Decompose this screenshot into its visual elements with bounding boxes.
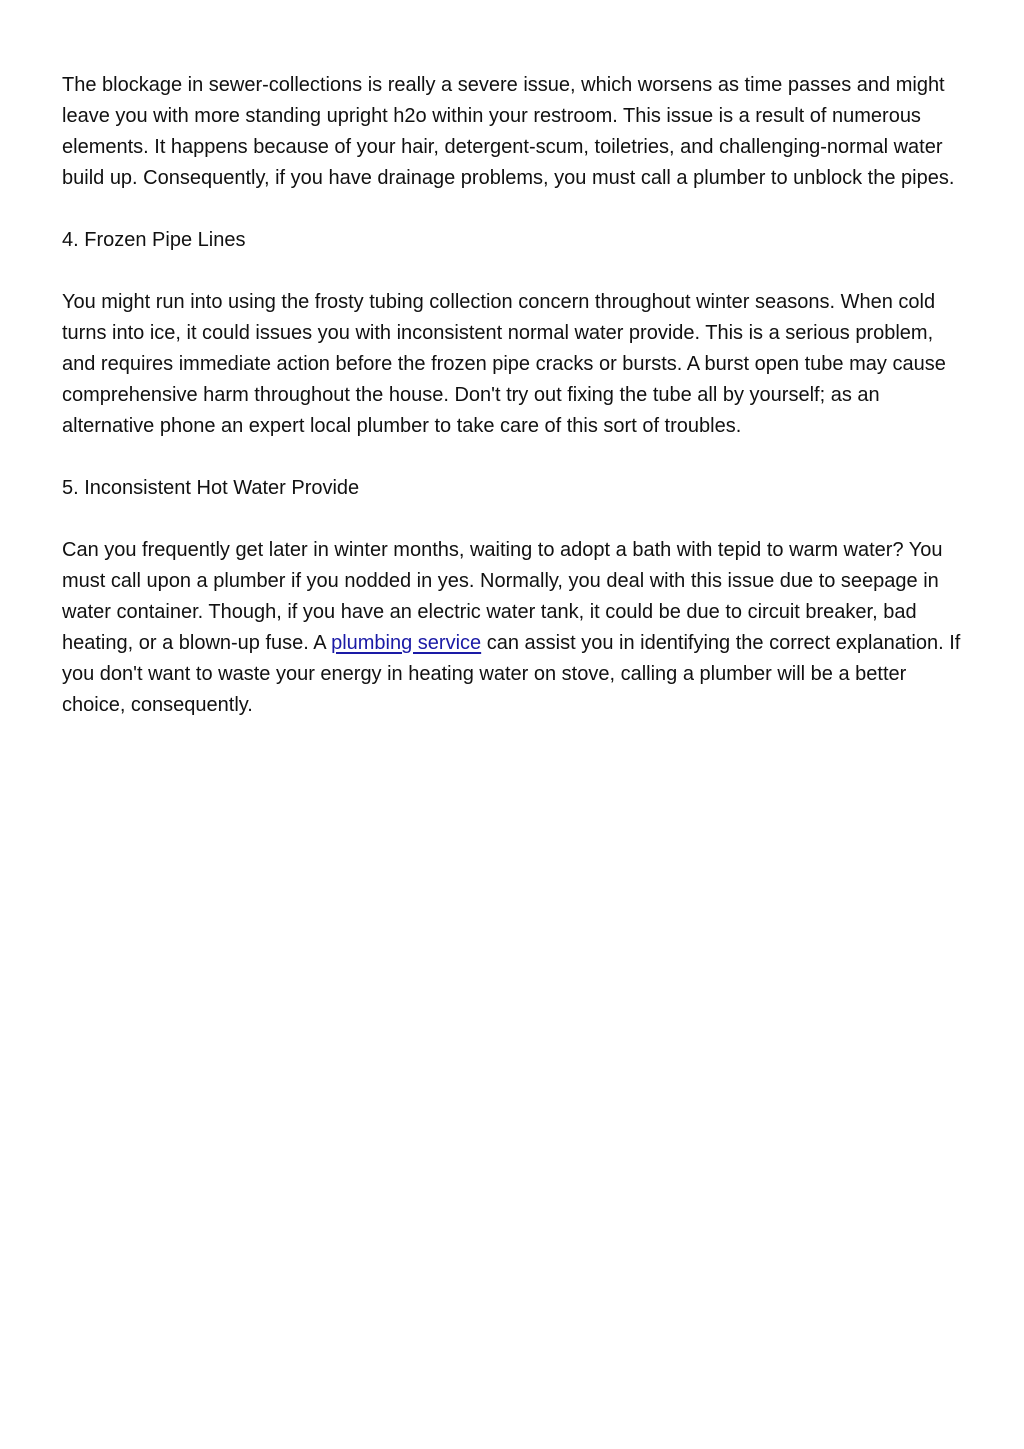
section-heading-hot-water: 5. Inconsistent Hot Water Provide [62, 477, 360, 499]
paragraph-sewer-blockage: The blockage in sewer-collections is really a severe issue, which worsens as time passes and might leave you with more standing upright h2o within your restroom. This issue is a result of numerous elements. It happens because of your hair, detergent-scum, toiletries, and challenging-normal water build up. Consequently, if you have drainage problems, you must call a plumber to unblock the pipes. [62, 74, 955, 189]
section-heading-frozen-pipes: 4. Frozen Pipe Lines [62, 229, 246, 251]
paragraph-frozen-pipes: You might run into using the frosty tubing collection concern throughout winter seasons. When cold turns into ice, it could issues you with inconsistent normal water provide. This is a serious problem, and requires immediate action before the frozen pipe cracks or bursts. A burst open tube may cause comprehensive harm throughout the house. Don't try out fixing the tube all by yourself; as an alternative phone an expert local plumber to take care of this sort of troubles. [62, 291, 946, 437]
paragraph-hot-water [62, 535, 962, 721]
document-body [62, 70, 962, 752]
paragraph-hot-water-text-before: Can you frequently get later in winter months, waiting to adopt a bath with tepid to warm water? You must call upon a plumber if you nodded in yes. Normally, you deal with this issue due to seepage in water container. Though, if you have an electric water tank, it could be due to circuit breaker, bad heating, or a blown-up fuse. A [62, 539, 943, 654]
plumbing-service-link[interactable]: plumbing service [331, 632, 482, 654]
paragraph-hot-water-text-after: can assist you in identifying the correct explanation. If you don't want to waste your energy in heating water on stove, calling a plumber will be a better choice, consequently. [62, 632, 961, 716]
